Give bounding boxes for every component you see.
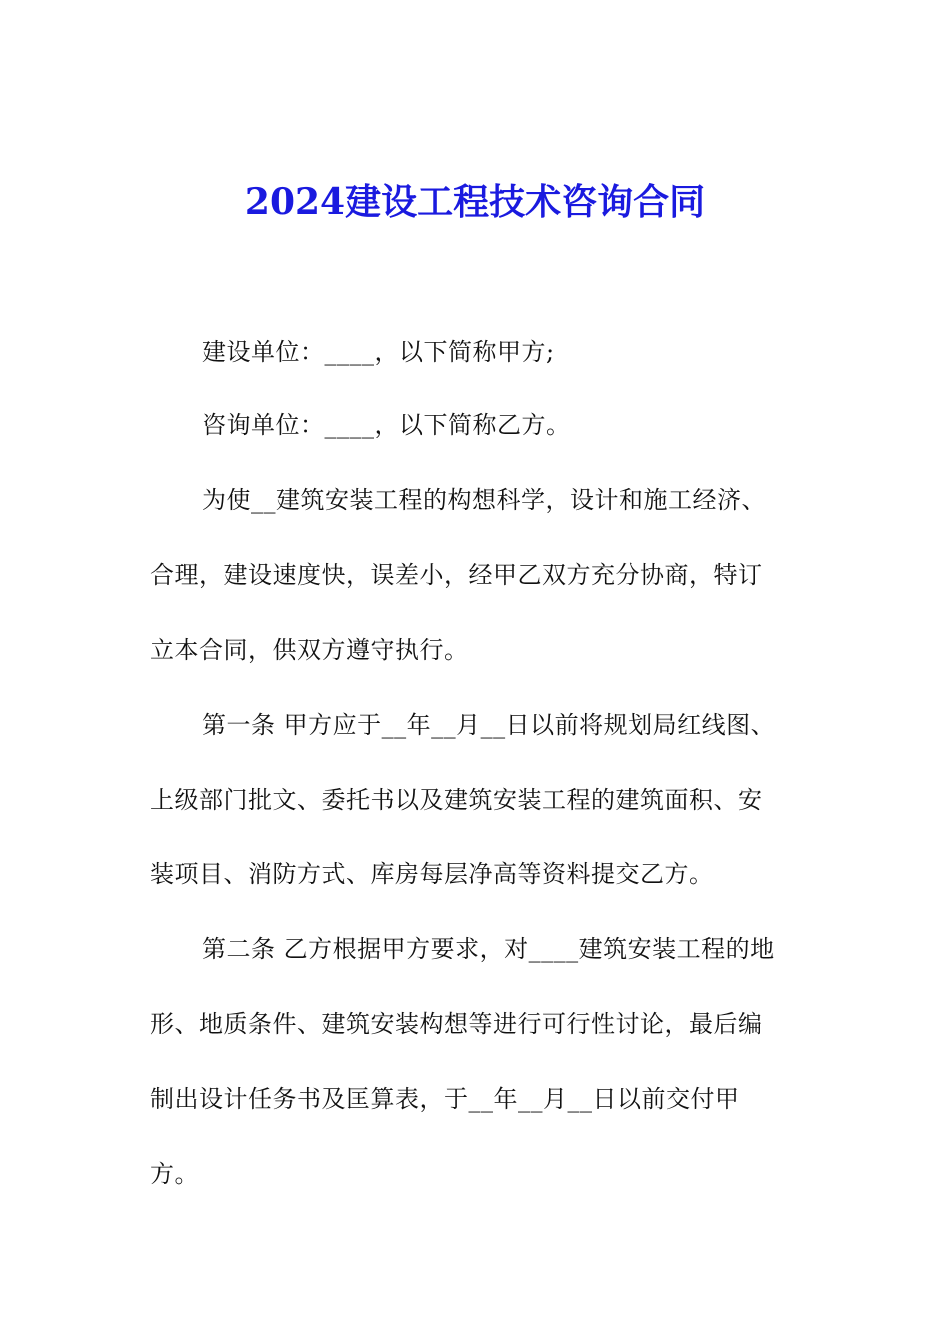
article-two-line: 制出设计任务书及匡算表，于__年__月__日以前交付甲 [150, 1085, 740, 1113]
paragraph-line-construction-unit: 建设单位：____，以下简称甲方; [202, 338, 555, 366]
article-one-line: 第一条 甲方应于__年__月__日以前将规划局红线图、 [202, 711, 776, 739]
paragraph-line: 合理，建设速度快，误差小，经甲乙双方充分协商，特订 [150, 561, 763, 589]
paragraph-line-consulting-unit: 咨询单位：____，以下简称乙方。 [202, 411, 571, 439]
paragraph-line: 立本合同，供双方遵守执行。 [150, 636, 469, 664]
article-one-line: 上级部门批文、委托书以及建筑安装工程的建筑面积、安 [150, 786, 763, 814]
article-two-line: 第二条 乙方根据甲方要求，对____建筑安装工程的地 [202, 935, 775, 963]
article-two-line: 形、地质条件、建筑安装构想等进行可行性讨论，最后编 [150, 1010, 763, 1038]
article-two-line: 方。 [150, 1160, 199, 1188]
article-one-line: 装项目、消防方式、库房每层净高等资料提交乙方。 [150, 860, 714, 888]
paragraph-line: 为使__建筑安装工程的构想科学，设计和施工经济、 [202, 486, 766, 514]
document-title: 2024建设工程技术咨询合同 [244, 181, 706, 223]
